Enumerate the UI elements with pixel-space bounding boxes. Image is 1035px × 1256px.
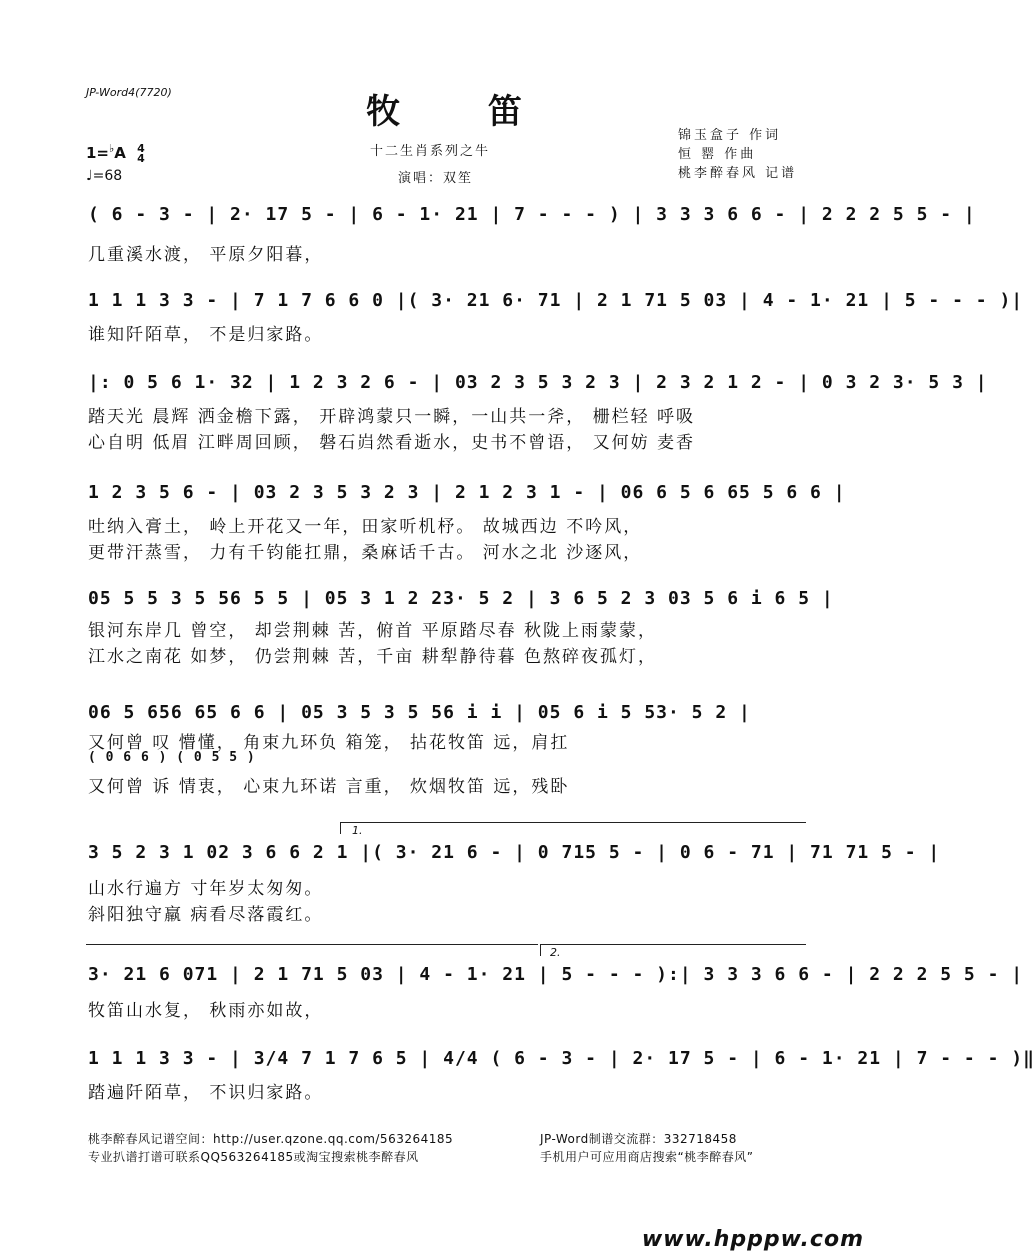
lyric-line-3a: 踏天光 晨辉 洒金檐下露， 开辟鸿蒙只一瞬，一山共一斧， 栅栏轻 呼吸 — [88, 407, 696, 427]
lyric-line-6b: 又何曾 诉 情衷， 心束九环诺 言重， 炊烟牧笛 远，残卧 — [88, 777, 570, 797]
footer-app-search: 手机用户可应用商店搜索“桃李醉春风” — [540, 1150, 754, 1164]
notation-line-9: 1 1 1 3 3 - | 3/4 7 1 7 6 5 | 4/4 ( 6 - 3 - | 2· 17 5 - | 6 - 1· 21 | 7 - - - )‖ — [88, 1048, 1035, 1069]
song-subtitle: 十二生肖系列之牛 — [370, 144, 491, 159]
second-ending-hook — [540, 944, 541, 956]
composer-credit: 恒 罂 作曲 — [678, 147, 757, 162]
time-signature — [137, 141, 145, 165]
credits — [678, 126, 797, 183]
notation-line-7: 3 5 2 3 1 02 3 6 6 2 1 |( 3· 21 6 - | 0 715 5 - | 0 6 - 71 | 71 71 5 - | — [88, 842, 941, 863]
tempo-marking: ♩=68 — [86, 168, 123, 184]
lyric-line-1: 几重溪水渡， 平原夕阳暮， — [88, 245, 324, 265]
song-title: 牧 笛 — [366, 92, 560, 132]
notation-line-3: |: 0 5 6 1· 32 | 1 2 3 2 6 - | 03 2 3 5 3 2 3 | 2 3 2 1 2 - | 0 3 2 3· 5 3 | — [88, 372, 988, 393]
key-prefix: 1= — [86, 144, 110, 162]
footer-space-link: 桃李醉春风记谱空间：http://user.qzone.qq.com/563264185 — [88, 1132, 454, 1146]
flat-sign: ♭ — [109, 142, 115, 155]
lyric-line-8: 牧笛山水复， 秋雨亦如故， — [88, 1001, 324, 1021]
first-ending-label: 1. — [352, 824, 363, 837]
second-ending-bracket — [540, 944, 806, 945]
lyric-line-5a: 银河东岸几 曾空， 却尝荆棘 苦，俯首 平原踏尽春 秋陇上雨蒙蒙， — [88, 621, 658, 641]
lyric-line-2: 谁知阡陌草， 不是归家路。 — [88, 325, 324, 345]
notation-line-1: ( 6 - 3 - | 2· 17 5 - | 6 - 1· 21 | 7 - - - ) | 3 3 3 6 6 - | 2 2 2 5 5 - | — [88, 204, 976, 225]
lyric-line-4b: 更带汗蒸雪， 力有千钧能扛鼎，桑麻话千古。 河水之北 沙逐风， — [88, 543, 643, 563]
lyric-line-3b: 心自明 低眉 江畔周回顾， 磐石岿然看逝水，史书不曾语， 又何妨 麦香 — [88, 433, 696, 453]
time-bottom: 4 — [137, 151, 145, 165]
variant-notes: ( 0 6 6 ) ( 0 5 5 ) — [88, 750, 256, 765]
second-ending-label: 2. — [550, 946, 561, 959]
lyricist-credit: 锦玉盒子 作词 — [678, 128, 782, 143]
site-watermark: www.hpppw.com — [641, 1227, 864, 1252]
time-top: 4 — [137, 141, 145, 155]
notation-line-8: 3· 21 6 071 | 2 1 71 5 03 | 4 - 1· 21 | 5 - - - ):| 3 3 3 6 6 - | 2 2 2 5 5 - | — [88, 964, 1024, 985]
transcriber-credit: 桃李醉春风 记谱 — [678, 166, 798, 181]
singer-label: 演唱：双笙 — [398, 171, 474, 186]
lyric-line-4a: 吐纳入膏土， 岭上开花又一年，田家听机杼。 故城西边 不吟风， — [88, 517, 643, 537]
lyric-line-6a: 又何曾 叹 懵懂， 角束九环负 箱笼， 拈花牧笛 远，肩扛 — [88, 733, 570, 753]
notation-line-4: 1 2 3 5 6 - | 03 2 3 5 3 2 3 | 2 1 2 3 1 - | 06 6 5 6 65 5 6 6 | — [88, 482, 846, 503]
lyric-line-5b: 江水之南花 如梦， 仍尝荆棘 苦，千亩 耕犁静待暮 色熬碎夜孤灯， — [88, 647, 658, 667]
first-ending-bracket — [340, 822, 806, 823]
key-signature — [86, 142, 145, 164]
footer-contact: 专业扒谱打谱可联系QQ563264185或淘宝搜索桃李醉春风 — [88, 1150, 419, 1164]
footer-group: JP-Word制谱交流群：332718458 — [540, 1132, 737, 1146]
lyric-line-9: 踏遍阡陌草， 不识归家路。 — [88, 1083, 324, 1103]
notation-line-2: 1 1 1 3 3 - | 7 1 7 6 6 0 |( 3· 21 6· 71 | 2 1 71 5 03 | 4 - 1· 21 | 5 - - - )| — [88, 290, 1024, 311]
lyric-line-7b: 斜阳独守羸 病看尽落霞红。 — [88, 905, 324, 925]
first-ending-hook — [340, 822, 341, 834]
lyric-line-7a: 山水行遍方 寸年岁太匆匆。 — [88, 879, 324, 899]
key-letter: A — [114, 144, 126, 162]
notation-line-6: 06 5 656 65 6 6 | 05 3 5 3 5 56 i i | 05 6 i 5 53· 5 2 | — [88, 702, 751, 723]
first-ending-continuation — [86, 944, 538, 945]
notation-line-5: 05 5 5 3 5 56 5 5 | 05 3 1 2 23· 5 2 | 3 6 5 2 3 03 5 6 i 6 5 | — [88, 588, 834, 609]
software-label: JP-Word4(7720) — [86, 86, 172, 99]
